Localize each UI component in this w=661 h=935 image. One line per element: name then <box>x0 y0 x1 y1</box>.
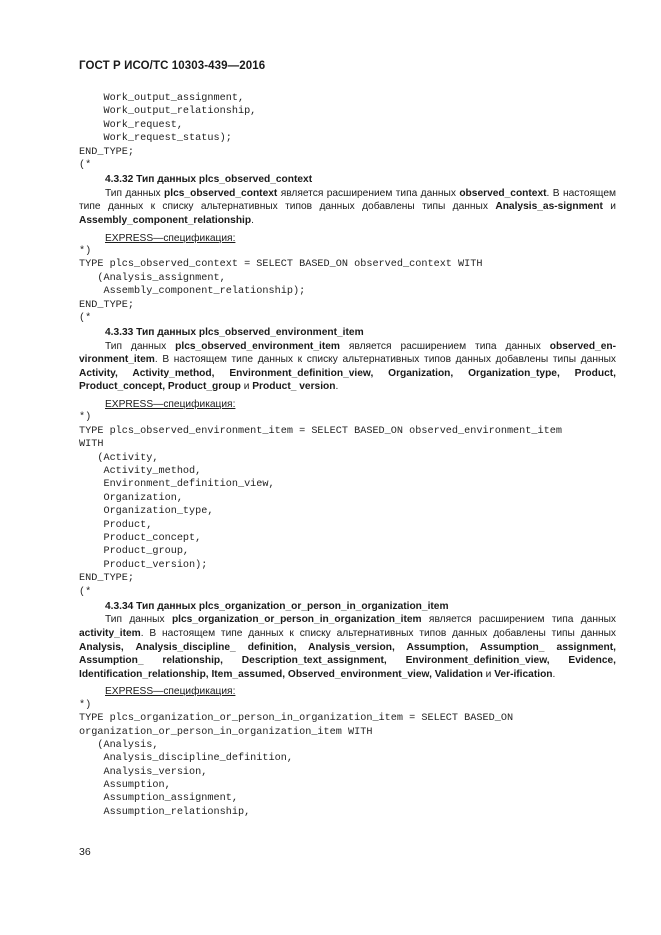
paragraph-text: . <box>251 214 254 226</box>
type-name: observed_context <box>459 187 547 199</box>
code-line: Work_request_status); <box>79 133 232 145</box>
express-code-block <box>79 699 616 820</box>
code-line: TYPE plcs_observed_context = SELECT BASED_ON observed_context WITH <box>79 259 483 271</box>
code-line: WITH <box>79 439 104 451</box>
type-name: Ver-ification <box>494 668 553 680</box>
code-line: (Analysis_assignment, <box>79 272 226 284</box>
code-line: Product_version); <box>79 559 208 571</box>
code-line: TYPE plcs_organization_or_person_in_organization_item = SELECT BASED_ON <box>79 713 514 725</box>
code-line: TYPE plcs_observed_environment_item = SELECT BASED_ON observed_environment_item <box>79 425 562 437</box>
code-line: Organization, <box>79 492 183 504</box>
code-line: Activity_method, <box>79 466 202 478</box>
code-line: *) <box>79 245 92 257</box>
code-line: *) <box>79 699 92 711</box>
paragraph-text: и <box>602 201 616 213</box>
type-name: Product_ version <box>252 381 336 393</box>
paragraph-text: является расширением типа данных <box>277 187 460 199</box>
express-spec-label: EXPRESS—спецификация: <box>105 232 236 244</box>
code-line: (* <box>79 586 92 598</box>
code-line: (Activity, <box>79 452 159 464</box>
code-line: Assumption, <box>79 780 171 792</box>
paragraph-text: и <box>240 381 253 393</box>
type-name: plcs_organization_or_person_in_organization_item <box>171 614 422 626</box>
type-name: plcs_observed_context <box>164 187 278 199</box>
section-heading: 4.3.32 Тип данных plcs_observed_context <box>105 174 313 186</box>
code-line: Assumption_relationship, <box>79 806 251 818</box>
code-line: Analysis_version, <box>79 766 208 778</box>
express-code-block <box>79 92 616 172</box>
code-line: (* <box>79 159 92 171</box>
code-line: Product_group, <box>79 546 190 558</box>
express-spec-label: EXPRESS—спецификация: <box>105 399 236 411</box>
type-name: activity_item <box>79 627 141 639</box>
paragraph-text: . <box>335 381 339 393</box>
document-header: ГОСТ Р ИСО/ТС 10303-439—2016 <box>79 60 266 72</box>
paragraph-text: . В настоящем типе данных к списку альтернативных типов данных добавлены типы данных <box>154 354 616 366</box>
express-code-block <box>79 245 616 325</box>
type-name: Analysis_as-signment <box>495 201 603 213</box>
paragraph-text: . В настоящем типе данных к списку альтернативных типов данных добавлены типы данных <box>79 187 616 213</box>
code-line: Analysis_discipline_definition, <box>79 753 293 765</box>
express-spec-label: EXPRESS—спецификация: <box>105 686 236 698</box>
code-line: Work_output_relationship, <box>79 106 257 118</box>
code-line: Environment_definition_view, <box>79 479 275 491</box>
code-line: Work_output_assignment, <box>79 93 245 104</box>
code-line: (* <box>79 312 92 324</box>
code-line: END_TYPE; <box>79 146 135 158</box>
type-name: observed_en-vironment_item <box>79 340 616 366</box>
type-name: Activity, Activity_method, Environment_definition_view, Organization, Organization_type, Product, Product_concept, Product_group <box>79 367 616 393</box>
section-paragraph <box>79 187 616 228</box>
type-name: Assembly_component_relationship <box>79 214 252 226</box>
type-name: Analysis, Analysis_discipline_ definition, Analysis_version, Assumption, Assumption_ assignment, Assumption_ relationship, Description_text_assignment, Environment_definition_view, Evidence, Identification_relationship, Item_assumed, Observed_environment_view, Validation <box>79 641 616 680</box>
paragraph-text: и <box>482 668 495 680</box>
paragraph-text: Тип данных <box>105 340 176 352</box>
code-line: Assumption_assignment, <box>79 793 238 805</box>
section-paragraph <box>79 613 616 681</box>
type-name: plcs_observed_environment_item <box>175 340 340 352</box>
paragraph-text: является расширением типа данных <box>421 614 617 626</box>
code-line: (Analysis, <box>79 739 159 751</box>
code-line: Assembly_component_relationship); <box>79 286 306 298</box>
code-line: organization_or_person_in_organization_item WITH <box>79 726 373 738</box>
code-line: END_TYPE; <box>79 573 135 585</box>
code-line: Product, <box>79 519 153 531</box>
code-line: Organization_type, <box>79 506 214 518</box>
section-heading: 4.3.33 Тип данных plcs_observed_environment_item <box>105 327 364 339</box>
paragraph-text: является расширением типа данных <box>339 340 550 352</box>
paragraph-text: . <box>552 668 556 680</box>
document-body <box>79 92 616 819</box>
code-line: Work_request, <box>79 119 183 131</box>
code-line: END_TYPE; <box>79 299 135 311</box>
section-heading: 4.3.34 Тип данных plcs_organization_or_person_in_organization_item <box>105 600 449 612</box>
section-paragraph <box>79 340 616 394</box>
express-code-block <box>79 411 616 598</box>
code-line: Product_concept, <box>79 532 202 544</box>
paragraph-text: . В настоящем типе данных к списку альтернативных типов данных добавлены типы данных <box>140 627 616 639</box>
page-number: 36 <box>79 846 91 858</box>
paragraph-text: Тип данных <box>105 187 165 199</box>
code-line: *) <box>79 412 92 424</box>
paragraph-text: Тип данных <box>105 614 172 626</box>
